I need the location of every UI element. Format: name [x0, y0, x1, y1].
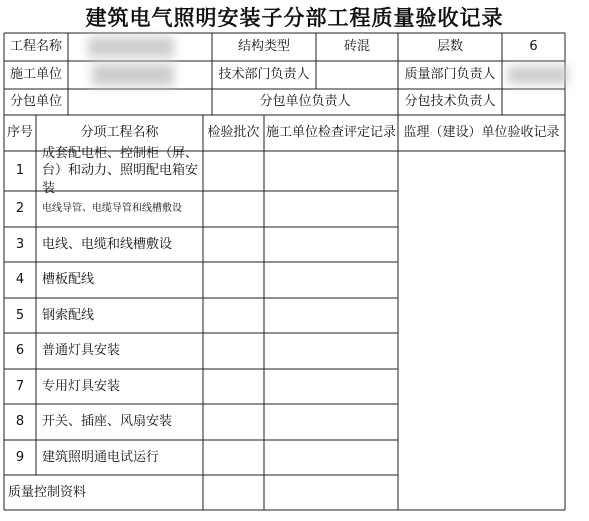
subcontract-tech-head-label: 分包技术负责人 — [404, 94, 496, 110]
redacted-project-name — [88, 37, 174, 57]
row-6-name: 普通灯具安装 — [42, 343, 121, 359]
construction-unit-label: 施工单位 — [10, 67, 63, 83]
row-9-no: 9 — [15, 449, 25, 465]
floors-label: 层数 — [436, 39, 463, 55]
redacted-quality-head — [508, 66, 568, 84]
row-1-no: 1 — [15, 163, 25, 179]
row-4-name: 槽板配线 — [42, 272, 95, 288]
row-7-name: 专用灯具安装 — [42, 378, 121, 394]
quality-docs-label: 质量控制资料 — [8, 484, 87, 500]
row-2-name: 电线导管、电缆导管和线槽敷设 — [42, 203, 182, 215]
row-5-no: 5 — [15, 307, 25, 323]
row-1-name: 成套配电柜、控制柜（屏、台）和动力、照明配电箱安装 — [42, 145, 199, 196]
floors-value: 6 — [529, 39, 538, 55]
tech-dept-head-label: 技术部门负责人 — [218, 67, 310, 83]
col-batches-header: 检验批次 — [207, 125, 260, 141]
structure-type-label: 结构类型 — [237, 39, 290, 55]
row-9-name: 建筑照明通电试运行 — [42, 449, 160, 465]
subcontract-unit-head-label: 分包单位负责人 — [259, 94, 351, 110]
col-contractor-record-header: 施工单位检查评定记录 — [265, 125, 396, 141]
row-7-no: 7 — [15, 378, 25, 394]
row-6-no: 6 — [15, 343, 25, 359]
subcontract-unit-label: 分包单位 — [10, 94, 63, 110]
document-title: 建筑电气照明安装子分部工程质量验收记录 — [85, 5, 504, 30]
project-name-label: 工程名称 — [10, 39, 63, 55]
row-5-name: 钢索配线 — [42, 307, 95, 323]
row-3-name: 电线、电缆和线槽敷设 — [42, 236, 173, 252]
row-3-no: 3 — [15, 236, 25, 252]
redacted-construction-unit — [92, 64, 174, 86]
col-item-header: 分项工程名称 — [80, 125, 159, 141]
row-8-no: 8 — [15, 414, 25, 430]
col-no-header: 序号 — [6, 125, 33, 141]
structure-type-value: 砖混 — [343, 39, 370, 55]
col-supervisor-record-header: 监理（建设）单位验收记录 — [403, 125, 560, 141]
row-2-no: 2 — [15, 201, 25, 217]
quality-dept-head-label: 质量部门负责人 — [404, 67, 496, 83]
row-8-name: 开关、插座、风扇安装 — [42, 414, 173, 430]
row-4-no: 4 — [15, 272, 25, 288]
